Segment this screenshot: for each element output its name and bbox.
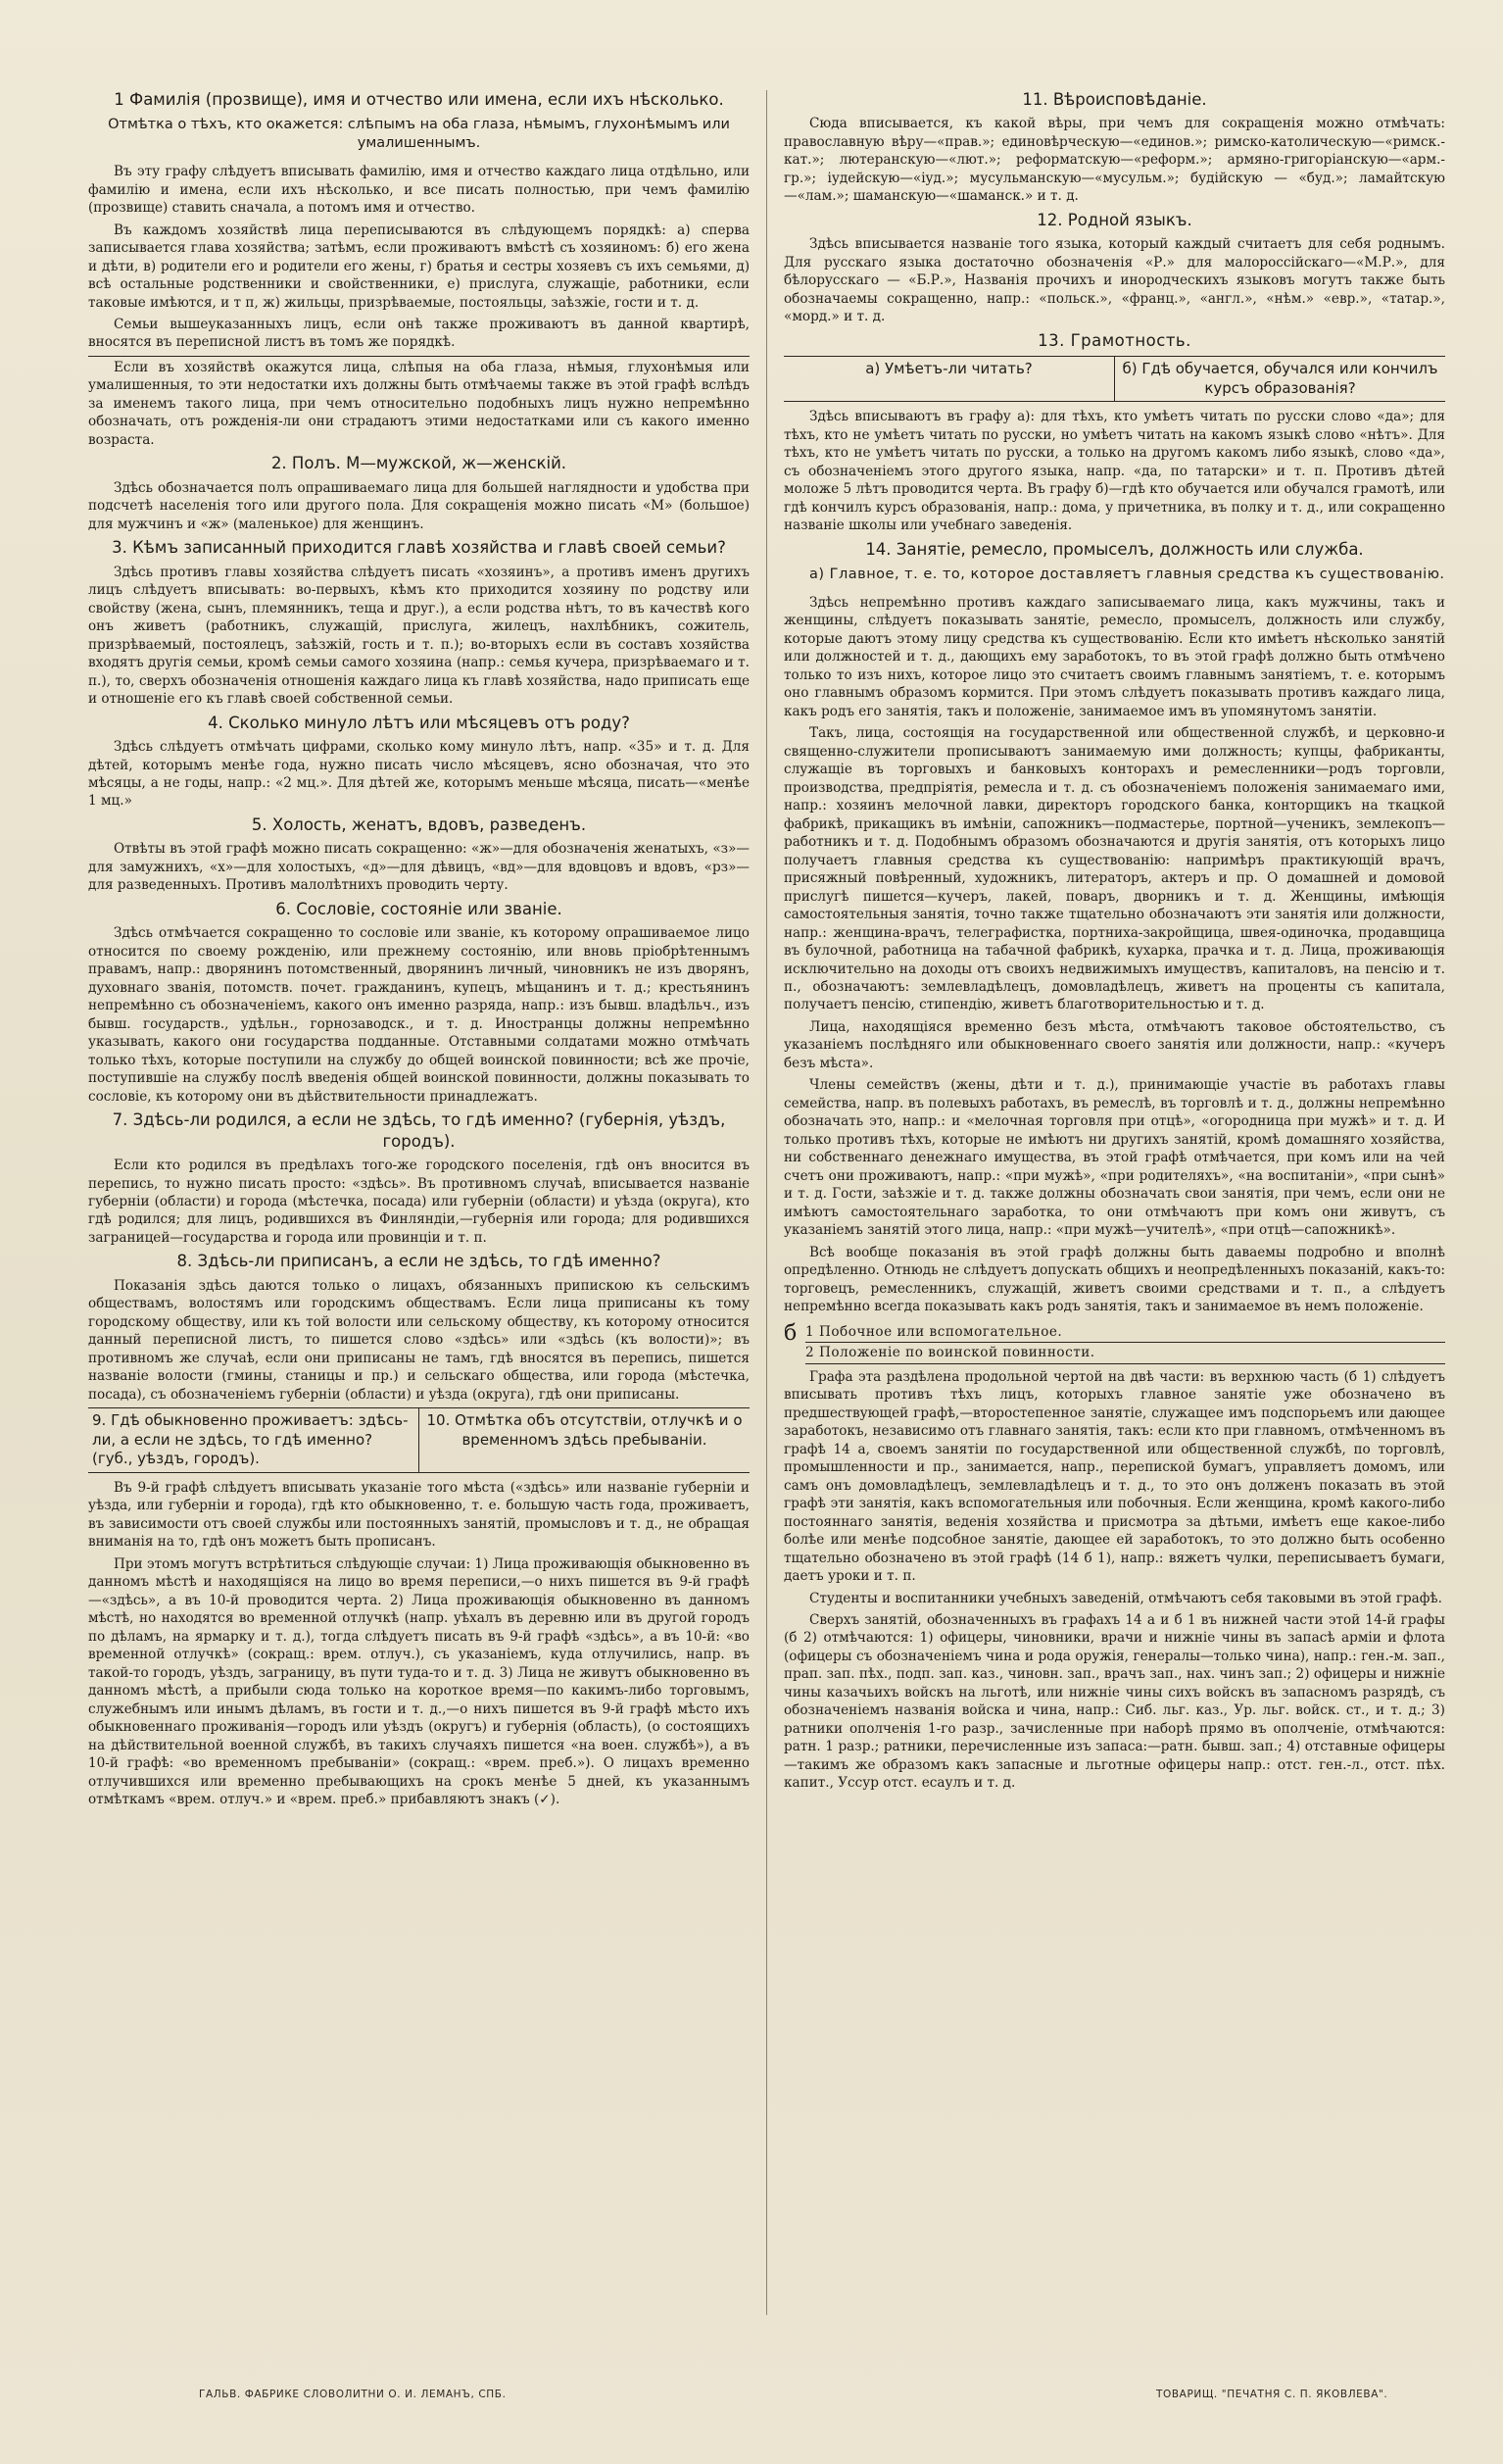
paragraph: Сюда вписывается, къ какой вѣры, при чемъ для сокращенія можно отмѣчать: православную вѣру—«прав.»; единовѣрческую—«единов.»; римско-католическую—«римск.-кат.»; лютеранскую—«лют.»; реформатскую—«реформ.»; армяно-григоріанскую—«арм.-гр.»; іудейскую—«іуд.»; мусульманскую—«мусульм.»; будійскую — «буд.»; ламайтскую—«лам.»; шаманскую—«шаманск.» и т. д. [784, 116, 1445, 205]
paragraph: Члены семействъ (жены, дѣти и т. д.), принимающіе участіе въ работахъ главы семейства, напр. въ полевыхъ работахъ, въ ремеслѣ, въ торговлѣ и т. д., должны непремѣнно обозначать это, напр.: и «мелочная торговля при отцѣ», «огородница при мужѣ» и т. д. И только противъ тѣхъ, которые не имѣютъ ни другихъ занятій, кромѣ домашняго хозяйства, ни собственнаго денежнаго имущества, въ этой графѣ отмѣчается, при комъ или на чей счетъ они проживаютъ, напр.: «при мужѣ», «при родителяхъ», «на воспитаніи», «при сынѣ» и т. д. Гости, заѣзжіе и т. д. также должны обозначать свои занятія, при чемъ, если они не имѣютъ самостоятельнаго заработка, то они отмѣчаютъ при комъ они живутъ, съ указаніемъ занятій этого лица, напр.: «при мужѣ—учителѣ», «при отцѣ—сапожникѣ». [784, 1077, 1445, 1239]
divider [88, 356, 750, 357]
section-1-mark-title: Отмѣтка о тѣхъ, кто окажется: слѣпымъ на оба глаза, нѣмымъ, глухонѣмымъ или умалишеннымъ. [108, 117, 730, 152]
paragraph: Если въ хозяйствѣ окажутся лица, слѣпыя на оба глаза, нѣмыя, глухонѣмыя или умалишенныя, то эти недостатки ихъ должны быть отмѣчаемы также въ этой графѣ вслѣдъ за именемъ такого лица, при чемъ относительно подобныхъ лицъ нужно непремѣнно обозначать, отъ рожденія-ли они страдаютъ этими недостатками или съ какого именно возраста. [88, 359, 750, 448]
paragraph: Отвѣты въ этой графѣ можно писать сокращенно: «ж»—для обозначенія женатыхъ, «з»—для замужнихъ, «х»—для холостыхъ, «д»—для дѣвицъ, «вд»—для вдовцовъ и вдовъ, «рз»—для разведенныхъ. Противъ малолѣтнихъ проводить черту. [88, 841, 750, 894]
section-1-title: 1 Фамилія (прозвище), имя и отчество или имена, если ихъ нѣсколько. [114, 90, 724, 109]
paragraph: Здѣсь обозначается полъ опрашиваемаго лица для большей наглядности и удобства при подсчетѣ населенія того или другого пола. Для сокращенія можно писать «М» (большое) для мужчинъ и «ж» (маленькое) для женщинъ. [88, 479, 750, 532]
paragraph: Семьи вышеуказанныхъ лицъ, если онѣ также проживаютъ въ данной квартирѣ, вносятся въ переписной листъ въ томъ же порядкѣ. [88, 317, 750, 351]
paragraph: Студенты и воспитанники учебныхъ заведеній, отмѣчаютъ себя таковыми въ этой графѣ. [809, 1590, 1442, 1606]
section-14-b-letter: б [784, 1320, 798, 1346]
paragraph: Всѣ вообще показанія въ этой графѣ должны быть даваемы подробно и вполнѣ опредѣленно. Отнюдь не слѣдуетъ допускать общихъ и неопредѣленныхъ показаній, какъ-то: торговецъ, ремесленникъ, служащій, живетъ своими средствами и т. п., а слѣдуетъ непремѣнно всегда показывать какъ родъ занятія, такъ и занимаемое въ немъ положеніе. [784, 1244, 1445, 1315]
paragraph: Въ каждомъ хозяйствѣ лица переписываются въ слѣдующемъ порядкѣ: а) сперва записывается глава хозяйства; затѣмъ, если проживаютъ вмѣстѣ съ хозяиномъ: б) его жена и дѣти, в) родители его и родители его жены, г) братья и сестры хозяевъ съ ихъ семьями, д) всѣ остальные родственники и свойственники, е) прислуга, служащіе, работники, если таковые имѣются, и т п, ж) жильцы, призрѣваемые, постояльцы, заѣзжіе, гости и т. д. [88, 222, 750, 311]
section-5-title: 5. Холость, женатъ, вдовъ, разведенъ. [251, 814, 587, 834]
section-14-b2: 2 Положеніе по воинской повинности. [805, 1343, 1445, 1363]
section-14-title: 14. Занятіе, ремесло, промыселъ, должность или служба. [865, 539, 1364, 559]
section-8-title: 8. Здѣсь-ли приписанъ, а если не здѣсь, то гдѣ именно? [176, 1252, 661, 1271]
columns [88, 86, 1445, 2341]
paragraph: Если кто родился въ предѣлахъ того-же городского поселенія, гдѣ онъ вносится въ перепись, то нужно писать просто: «здѣсь». Въ противномъ случаѣ, вписывается названіе губерніи (области) и города (мѣстечка, посада) или губерніи (области) и уѣзда (округа), кто гдѣ родился; для лицъ, родившихся въ Финляндіи,—губернія или города; для родившихся заграницей—государства и города или провинціи и т. п. [88, 1158, 750, 1246]
section-4-title: 4. Сколько минуло лѣтъ или мѣсяцевъ отъ роду? [208, 713, 630, 732]
paragraph: Графа эта раздѣлена продольной чертой на двѣ части: въ верхнюю часть (б 1) слѣдуетъ вписывать противъ тѣхъ лицъ, которыхъ главное занятіе уже обозначено въ предшествующей графѣ,—второстепенное занятіе, служащее имъ подспорьемъ или дающее заработокъ, независимо отъ главнаго занятія, такъ: если кто при главномъ, отмѣченномъ въ графѣ 14 а, своемъ занятіи по государственной или общественной службѣ, по торговлѣ, промышленности и пр., занимается, напр., перепиской бумагъ, управляетъ домомъ, или самъ онъ домовладѣлецъ, землевладѣлецъ и т. д., то это онъ долженъ показать въ этой графѣ эти занятія, какъ вспомогательныя или побочныя. Если женщина, кромѣ какого-либо постояннаго занятія, веденія хозяйства и присмотра за дѣтьми, имѣетъ еще какое-либо болѣе или менѣе подсобное занятіе, дающее ей заработокъ, то это должно быть особенно тщательно обозначено въ этой графѣ (14 б 1), напр.: вяжетъ чулки, переписываетъ бумаги, даетъ уроки и т. п. [784, 1368, 1445, 1585]
section-13-b: б) Гдѣ обучается, обучался или кончилъ курсъ образованія? [1114, 357, 1445, 401]
left-column [88, 86, 750, 2341]
section-14-b1: 1 Побочное или вспомогательное. [805, 1322, 1445, 1343]
paragraph: Здѣсь отмѣчается сокращенно то сословіе или званіе, къ которому опрашиваемое лицо относится по своему рожденію, или прежнему состоянію, или вновь пріобрѣтеннымъ правамъ, напр.: дворянинъ потомственный, дворянинъ личный, чиновникъ не изъ дворянъ, духовнаго званія, потомств. почет. гражданинъ, купецъ, мѣщанинъ и т. д.; крестьянинъ непремѣнно съ обозначеніемъ, какого онъ именно разряда, напр.: изъ бывш. владѣльч., изъ бывш. государств., удѣльн., горнозаводск., и т. д. Иностранцы должны непремѣнно указывать, какого они государства подданные. Отставными солдатами можно отмѣчать только тѣхъ, которые поступили на службу до общей воинской повинности; всѣ же прочіе, поступившіе на службу послѣ введенія общей воинской повинности, должны показывать то сословіе, къ которому они въ дѣйствительности принадлежатъ. [88, 925, 750, 1105]
section-14-b-lines [805, 1322, 1445, 1364]
section-10-title: 10. Отмѣтка объ отсутствіи, отлучкѣ и о временномъ здѣсь пребываніи. [418, 1408, 750, 1472]
paragraph: Показанія здѣсь даются только о лицахъ, обязанныхъ припискою къ сельскимъ обществамъ, волостямъ или городскимъ обществамъ. Если лица приписаны къ тому городскому обществу, или къ той волости или сельскому обществу, къ которому относится данный переписной листъ, то пишется слово «здѣсь» или «здѣсь (къ волости)»; въ противномъ же случаѣ, если они приписаны не тамъ, гдѣ вносятся въ перепись, пишется названіе волости (гмины, станицы и пр.) и сельскаго общества, или города (мѣстечка, посада), съ обозначеніемъ губерніи (области) и уѣзда (округа), гдѣ они приписаны. [88, 1277, 750, 1403]
paragraph: Здѣсь вписываютъ въ графу а): для тѣхъ, кто умѣетъ читать по русски слово «да»; для тѣхъ, кто не умѣетъ читать по русски, но умѣетъ читать на какомъ языкѣ слово «нѣтъ». Для тѣхъ, кто не умѣетъ читать по русски, а только на другомъ какомъ либо языкѣ, слово «да», съ обозначеніемъ этого другого языка, напр. «да, по татарски» и т. п. Противъ дѣтей моложе 5 лѣтъ проводится черта. Въ графу б)—гдѣ кто обучается или обучался грамотѣ, или гдѣ кончилъ курсъ образованія, напр.: дома, у причетника, въ полку и т. д., или сокращенно названіе школы или учебнаго заведенія. [784, 409, 1445, 534]
section-13-title: 13. Грамотность. [1038, 330, 1191, 350]
paragraph: Здѣсь слѣдуетъ отмѣчать цифрами, сколько кому минуло лѣтъ, напр. «35» и т. д. Для дѣтей, которымъ менѣе года, нужно писать число мѣсяцевъ, ясно обозначая, что это мѣсяцы, а не годы, напр.: «2 мц.». Для дѣтей же, которымъ меньше мѣсяца, писать—«менѣе 1 мц.» [88, 739, 750, 810]
paragraph: Въ эту графу слѣдуетъ вписывать фамилію, имя и отчество каждаго лица отдѣльно, или фамилію и имена, если ихъ нѣсколько, и все писать полностью, при чемъ фамилію (прозвище) ставить сначала, а потомъ имя и отчество. [88, 164, 750, 217]
paragraph: Здѣсь непремѣнно противъ каждаго записываемаго лица, какъ мужчины, такъ и женщины, слѣдуетъ показывать занятіе, ремесло, промыселъ, должность или службу, которые даютъ этому лицу средства къ существованію. Если кто имѣетъ нѣсколько занятій или должностей и т. д., дающихъ ему заработокъ, то въ этой графѣ должно быть отмѣчено только то изъ нихъ, которое лицо это считаетъ своимъ главнымъ занятіемъ, т. е. которымъ оно главнымъ образомъ кормится. При этомъ слѣдуетъ показывать противъ каждаго лица, какъ родъ его занятія, такъ и положеніе, занимаемое имъ въ упомянутомъ занятіи. [784, 594, 1445, 719]
section-12-title: 12. Родной языкъ. [1037, 210, 1192, 229]
paragraph: Лица, находящіяся временно безъ мѣста, отмѣчаютъ таковое обстоятельство, съ указаніемъ послѣдняго или обыкновеннаго своего занятія или должности, напр.: «кучеръ безъ мѣста». [784, 1018, 1445, 1071]
sections-9-10-header [88, 1407, 750, 1473]
paragraph: При этомъ могутъ встрѣтиться слѣдующіе случаи: 1) Лица проживающія обыкновенно въ данномъ мѣстѣ и находящіяся на лицо во время переписи,—о нихъ пишется въ 9-й графѣ—«здѣсь», а въ 10-й проводится черта. 2) Лица проживающія обыкновенно въ данномъ мѣстѣ, но находятся во временной отлучкѣ (напр. уѣхалъ въ деревню или въ другой городъ по дѣламъ, на ярмарку и т. д.), тогда слѣдуетъ писать въ 9-й графѣ «здѣсь», а въ 10-й: «во временной отлучкѣ» (сокращ.: врем. отлуч.), съ указаніемъ, куда отлучились, напр. въ такой-то городъ, уѣздъ, заграницу, въ пути туда-то и т. д. 3) Лица не живутъ обыкновенно въ данномъ мѣстѣ, а прибыли сюда только на короткое время—по какимъ-либо торговымъ, служебнымъ или инымъ дѣламъ, въ гости и т. д.,—о нихъ пишется въ 9-й графѣ мѣсто ихъ обыкновеннаго проживанія—городъ или уѣздъ (округъ) и губернія (область), (о состоящихъ на дѣйствительной военной службѣ, въ такихъ случаяхъ пишется «на воен. службѣ»), а въ 10-й графѣ: «во временномъ пребываніи» (сокращ.: «врем. преб.»). О лицахъ временно отлучившихся или временно пребывающихъ на срокъ менѣе 5 дней, къ указаннымъ отмѣткамъ «врем. отлуч.» и «врем. преб.» прибавляютъ знакъ (✓). [88, 1555, 750, 1807]
paragraph: Здѣсь противъ главы хозяйства слѣдуетъ писать «хозяинъ», а противъ именъ другихъ лицъ слѣдуетъ вписывать: во-первыхъ, кѣмъ кто приходится хозяину по родству или свойству (жена, сынъ, племянникъ, теща и друг.), а если родства нѣтъ, то въ качествѣ кого онъ живетъ (работникъ, служащій, прислуга, жилецъ, нахлѣбникъ, сожитель, призрѣваемый, постоялецъ, заѣзжій, гость и т. п.); во-вторыхъ если въ составъ хозяйства входятъ другія семьи, кромѣ семьи самого хозяина (напр.: семья кучера, призрѣваемаго и т. п.), то, сверхъ обозначенія отношенія каждаго лица къ главѣ хозяйства, надо приписать еще и отношеніе его къ главѣ своей собственной семьи. [88, 564, 750, 708]
section-9-title: 9. Гдѣ обыкновенно проживаетъ: здѣсь-ли, а если не здѣсь, то гдѣ именно? (губ., уѣздъ, городъ). [92, 1411, 409, 1468]
section-3-title: 3. Кѣмъ записанный приходится главѣ хозяйства и главѣ своей семьи? [112, 538, 726, 558]
section-11-title: 11. Вѣроисповѣданіе. [1022, 90, 1207, 109]
section-14-b-header [784, 1322, 1445, 1364]
paragraph: Здѣсь вписывается названіе того языка, который каждый считаетъ для себя роднымъ. Для русскаго языка достаточно обозначенія «Р.» для малороссійскаго—«М.Р.», для бѣлорусскаго — «Б.Р.», Названія прочихъ и инородческихъ языковъ могутъ также быть обозначаемы сокращенно, напр.: «польск.», «франц.», «англ.», «нѣм.» «евр.», «татар.», «морд.» и т. д. [784, 236, 1445, 325]
right-column [784, 86, 1445, 2341]
section-6-title: 6. Сословіе, состояніе или званіе. [275, 899, 562, 918]
footer-printer: ТОВАРИЩ. "ПЕЧАТНЯ С. П. ЯКОВЛЕВА". [1156, 2389, 1388, 2400]
section-13-a: а) Умѣетъ-ли читать? [865, 360, 1033, 378]
section-2-title: 2. Полъ. М—мужской, ж—женскій. [270, 454, 567, 473]
section-14-a: а) Главное, т. е. то, которое доставляетъ главныя средства къ существованію. [809, 566, 1445, 582]
paragraph: Въ 9-й графѣ слѣдуетъ вписывать указаніе того мѣста («здѣсь» или названіе губерніи и уѣзда, или губерніи и города), гдѣ кто обыкновенно, т. е. большую часть года, проживаетъ, въ зависимости отъ своей службы или постоянныхъ занятій, промысловъ и т. д., не обращая вниманія на то, гдѣ онъ можетъ быть прописанъ. [88, 1479, 750, 1551]
section-13-header [784, 356, 1445, 402]
paragraph: Такъ, лица, состоящія на государственной или общественной службѣ, и церковно-и священно-служители прописываютъ занимаемую ими должность; купцы, фабриканты, служащіе въ торговыхъ и банковыхъ конторахъ и ремесленники—родъ торговли, производства, предпріятія, ремесла и т. д. съ обозначеніемъ положенія занимаемаго ими, напр.: хозяинъ мелочной лавки, директоръ городского банка, конторщикъ на ткацкой фабрикѣ, прикащикъ въ имѣніи, сапожникъ—подмастерье, портной—ученикъ, землекопъ—работникъ и т. д. Подобнымъ образомъ обозначаются и другія занятія, отъ которыхъ лицо получаетъ главныя средства къ существованію: напримѣръ практикующій врачъ, присяжный повѣренный, художникъ, литераторъ, актеръ и пр. О домашней и домовой прислугѣ пишется—кучеръ, лакей, поваръ, дворникъ и т. д. Женщины, имѣющія самостоятельныя занятія, точно также тщательно обозначаютъ эти занятія или должности, напр.: женщина-врачъ, телеграфистка, портниха-закройщица, швея-одиночка, продавщица въ булочной, работница на табачной фабрикѣ, кухарка, прачка и т. д. Лица, проживающія исключительно на доходы отъ своихъ недвижимыхъ имуществъ, капиталовъ, на пенсію и т. п., обозначаютъ: землевладѣлецъ, домовладѣлецъ, живетъ на проценты съ капитала, получаетъ пенсію, стипендію, живетъ благотворительностью и т. д. [784, 725, 1445, 1013]
paragraph: Сверхъ занятій, обозначенныхъ въ графахъ 14 а и б 1 въ нижней части этой 14-й графы (б 2) отмѣчаются: 1) офицеры, чиновники, врачи и нижніе чины въ запасѣ арміи и флота (офицеры съ обозначеніемъ чина и рода оружія, генералы—только чина), напр.: ген.-м. зап., прап. зап. пѣх., подп. зап. каз., чиновн. зап., врачъ зап., нах. чинъ зап.; 2) офицеры и нижніе чины казачьихъ войскъ на льготѣ, или нижніе чины сихъ войскъ въ запасномъ разрядѣ, съ обозначеніемъ названія войска и чина, напр.: Сиб. льг. каз., Ур. льг. войск. ст., и т. д.; 3) ратники ополченія 1-го разр., зачисленные при наборѣ прямо въ ополченіе, отмѣчаются: ратн. 1 разр.; ратники, перечисленные изъ запаса:—ратн. бывш. зап.; 4) отставные офицеры—такимъ же образомъ какъ запасные и льготные офицеры напр.: отст. ген.-л., отст. пѣх. капит., Уссур отст. есаулъ и т. д. [784, 1611, 1445, 1792]
section-7-title: 7. Здѣсь-ли родился, а если не здѣсь, то гдѣ именно? (губернія, уѣздъ, городъ). [112, 1110, 726, 1151]
footer-typefoundry: ГАЛЬВ. ФАБРИКЕ СЛОВОЛИТНИ О. И. ЛЕМАНЪ, СПБ. [199, 2389, 507, 2400]
